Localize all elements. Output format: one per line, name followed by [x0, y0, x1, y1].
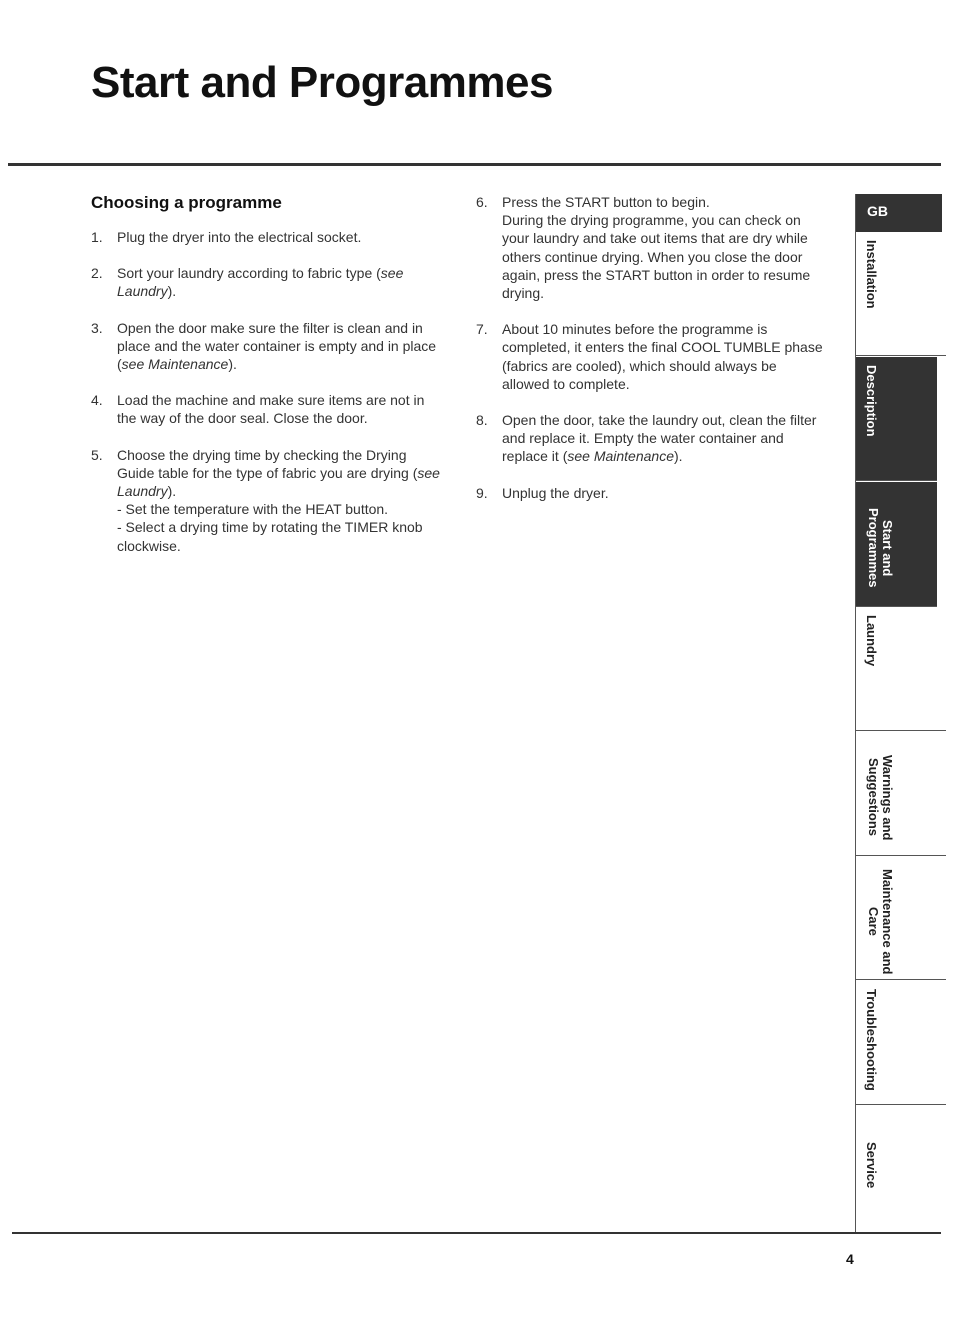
tab-warnings-and-suggestions[interactable]	[856, 732, 946, 856]
step-4	[91, 391, 441, 427]
step-text-part: ).	[167, 283, 177, 300]
step-text-part: Open the door make sure the filter is clean and in place and the water container is empty and in place (	[117, 319, 437, 373]
cross-reference: see Maintenance	[121, 356, 229, 373]
step-text	[117, 319, 441, 374]
step-text-part: ).	[167, 483, 177, 500]
step-3	[91, 319, 441, 374]
step-text: Plug the dryer into the electrical socket.	[117, 229, 362, 245]
tab-label: Maintenance and Care	[866, 868, 895, 975]
step-number: 9.	[476, 484, 488, 501]
section-heading: Choosing a programme	[91, 193, 282, 212]
tab-installation[interactable]	[856, 232, 946, 356]
step-text: Load the machine and make sure items are not in the way of the door seal. Close the door.	[117, 392, 425, 427]
tab-label: Start and Programmes	[866, 508, 895, 588]
step-text	[502, 411, 826, 466]
country-tab	[856, 194, 942, 232]
sub-step: - Set the temperature with the HEAT button.	[117, 501, 389, 518]
tab-label: Description	[864, 365, 879, 437]
step-number: 3.	[91, 319, 103, 336]
tab-maintenance-and-care[interactable]	[856, 856, 946, 980]
step-number: 6.	[476, 194, 488, 210]
tab-label: Laundry	[864, 615, 879, 667]
step-9	[476, 484, 826, 502]
step-8	[476, 411, 826, 466]
step-number: 5.	[91, 446, 103, 463]
step-6	[476, 193, 826, 302]
step-line: During the drying programme, you can check on your laundry and take out items that are dry while others continue drying. When you close the door again, press the START button in order to resume drying.	[502, 212, 811, 302]
step-text	[117, 446, 441, 555]
step-text: About 10 minutes before the programme is completed, it enters the final COOL TUMBLE phase (fabrics are cooled), which should always be allowed to complete.	[502, 321, 823, 392]
cross-reference: see Laundry	[117, 464, 440, 500]
tab-start-and-programmes[interactable]	[856, 482, 937, 607]
step-1	[91, 228, 441, 246]
tab-laundry[interactable]	[856, 607, 946, 731]
left-column	[91, 193, 441, 573]
steps-list-right	[476, 193, 826, 502]
tab-label: Warnings and Suggestions	[866, 754, 895, 841]
tab-description[interactable]	[856, 357, 937, 481]
step-number: 7.	[476, 321, 488, 338]
page-title: Start and Programmes	[91, 58, 553, 107]
step-text	[117, 264, 441, 300]
step-text-part: Open the door, take the laundry out, clean the filter and replace it. Empty the water container and replace it (	[502, 412, 817, 465]
step-number: 4.	[91, 392, 103, 409]
step-text-part: Sort your laundry according to fabric type (	[117, 265, 381, 282]
step-7	[476, 320, 826, 393]
step-2	[91, 264, 441, 300]
right-column	[476, 193, 826, 520]
step-text-part: Choose the drying time by checking the Drying Guide table for the type of fabric you are drying (	[117, 446, 418, 481]
country-label: GB	[867, 203, 888, 219]
step-text	[502, 193, 826, 302]
page-number: 4	[846, 1251, 854, 1267]
step-text: Unplug the dryer.	[502, 484, 609, 501]
tab-label: Service	[864, 1142, 879, 1189]
section-tabs	[855, 194, 946, 1233]
tab-label: Installation	[864, 240, 879, 309]
bottom-divider	[12, 1232, 941, 1234]
step-text-part: ).	[674, 448, 683, 465]
step-line: Press the START button to begin.	[502, 194, 710, 210]
tab-troubleshooting[interactable]	[856, 981, 946, 1105]
cross-reference: see Laundry	[117, 265, 404, 300]
step-number: 2.	[91, 265, 103, 282]
top-divider	[8, 163, 941, 166]
step-text-part: ).	[228, 356, 237, 373]
cross-reference: see Maintenance	[567, 448, 674, 465]
step-number: 1.	[91, 229, 103, 245]
tab-service[interactable]	[856, 1106, 946, 1230]
step-number: 8.	[476, 412, 488, 429]
sub-step: - Select a drying time by rotating the TIMER knob clockwise.	[117, 519, 423, 554]
step-5	[91, 446, 441, 555]
tab-label: Troubleshooting	[864, 989, 879, 1091]
steps-list-left	[91, 228, 441, 555]
